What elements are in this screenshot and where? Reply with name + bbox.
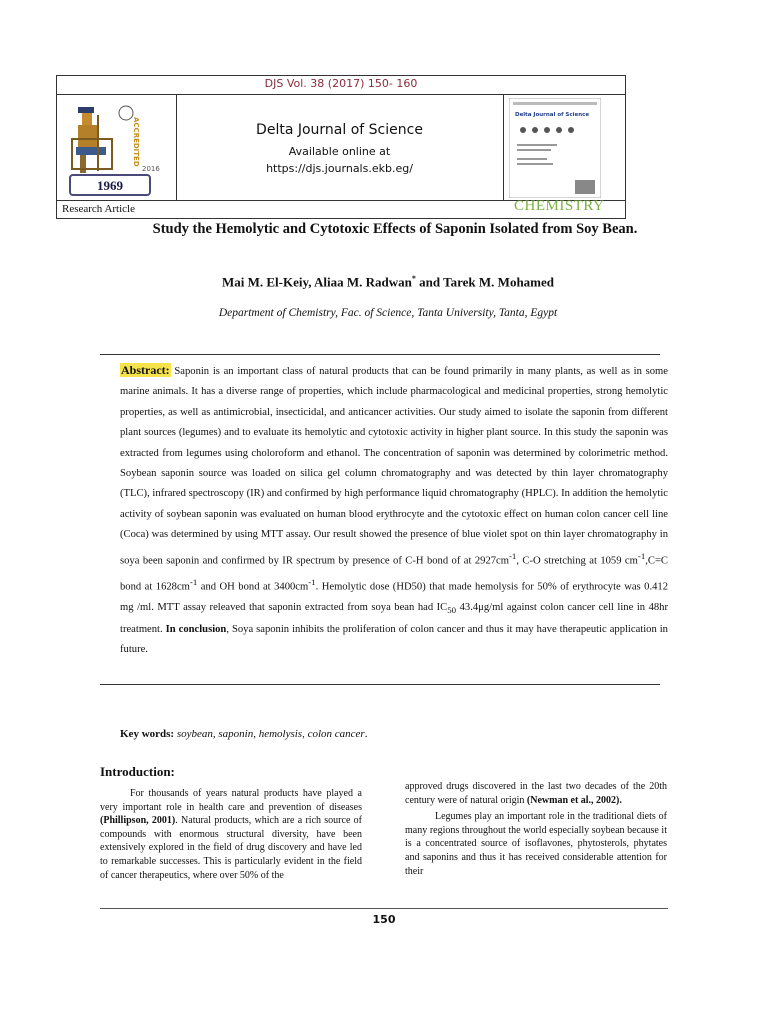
authors-tail: and Tarek M. Mohamed [415, 274, 555, 290]
intro-citation: (Newman et al., 2002). [526, 794, 622, 806]
abstract-text: . Hemolytic dose (HD50) that made hemolysis for 50% of erythrocyte was 0.412 mg /ml. MTT assay releaved that saponin extracted from soya bean had IC [120, 581, 668, 613]
abstract [120, 360, 668, 661]
introduction-heading: Introduction: [100, 764, 175, 779]
cover-title: Delta Journal of Science [515, 112, 590, 118]
journal-volume: DJS Vol. 38 (2017) 150- 160 [264, 77, 418, 90]
abstract-sup: -1 [189, 576, 198, 587]
logo-figure-legs [80, 155, 86, 173]
intro-citation: (Phillipson, 2001) [100, 815, 176, 827]
corresponding-author-mark: * [411, 274, 416, 283]
intro-paragraph: Legumes play an important role in the traditional diets of many regions throughout the world especially soybean because it is a concentrated source of isoflavones, phytosterols, phytates and saponins and thus it has received considerable attention for their [405, 811, 667, 877]
intro-text: For thousands of years natural products have played a very important role in health care and prevention of diseases [100, 788, 362, 813]
keywords-value: soybean, saponin, hemolysis, colon cancer [174, 728, 365, 740]
abstract-rule-top [100, 354, 660, 355]
abstract-text: and OH bond at 3400cm [197, 581, 309, 593]
abstract-text: ,C=C bond at 1628cm [120, 555, 668, 593]
logo-accredited-text: ACCREDITED [132, 117, 140, 167]
cover-top-strip [513, 102, 597, 105]
footer-rule [100, 908, 668, 909]
intro-paragraph [405, 780, 667, 807]
available-online-label: Available online at [288, 145, 391, 158]
abstract-sup: -1 [508, 550, 517, 561]
logo-figure-headdress [78, 107, 94, 113]
cover-text-line [517, 163, 553, 165]
cover-text-line [517, 158, 547, 160]
abstract-text: 43.4μg/ml against colon cancer cell line in 48hr treatment. [120, 601, 669, 636]
abstract-text: Saponin is an important class of natural products that can be found primarily in many plants, as well as in some marine animals. It has a diverse range of properties, which include pharmacological and medicinal properties, strong hemolytic properties, as well as antimicrobial, insecticidal, and anticancer activities. Our study aimed to isolate the saponin from different plant sources (legumes) and to evaluate its hemolytic and cytotoxic activity in higher plant source. In this study the saponin was extracted from legumes using choloroform and ethanol. The concentration of saponin was determined by colorimetric method. Soybean saponin source was loaded on silica gel column chromatography and was detected by thin layer chromatography (TLC), infrared spectroscopy (IR) and confirmed by high performance liquid chromatography (HPLC). In addition the hemolytic activity of soybean saponin was evaluated on human blood erythrocyte and the cytotoxic effect on human colon cancer cell line (Coca) was determined by using MTT assay. Our result showed the presence of blue violet spot on thin layer chromatography in soya been saponin and confirmed by IR spectrum by presence of C-H bond of at 2927cm [120, 366, 668, 567]
logo-year: 1969 [97, 178, 123, 193]
intro-text: . Natural products, which are a rich source of compounds with enormous structural diversity, have been extensively explored in the field of drug discovery and have led to remarkable successes. This is particularly evident in the field of cancer therapeutics, where over 50% of the [100, 815, 362, 881]
abstract-sup: -1 [637, 550, 646, 561]
keywords [120, 728, 367, 740]
logo-seal-year: 2016 [142, 165, 160, 173]
logo-figure-body [78, 125, 98, 147]
abstract-text: , C-O stretching at 1059 cm [516, 555, 638, 567]
intro-column-right [405, 780, 667, 878]
article-category: CHEMISTRY [514, 198, 605, 214]
keywords-label: Key words: [120, 728, 175, 740]
abstract-text: , Soya saponin inhibits the proliferation of colon cancer and thus it may have therapeutic application in future. [120, 624, 668, 656]
journal-cover-thumbnail [509, 98, 601, 198]
article-type: Research Article [62, 203, 135, 215]
journal-name: Delta Journal of Science [256, 122, 423, 138]
authors-main: Mai M. El-Keiy, Aliaa M. Radwan [221, 274, 412, 290]
abstract-sup: -1 [308, 576, 316, 587]
journal-url[interactable]: https://djs.journals.ekb.eg/ [266, 162, 413, 175]
abstract-sub: 50 [447, 604, 457, 615]
keywords-end: . [364, 728, 368, 740]
abstract-rule-bottom [100, 684, 660, 685]
abstract-conclusion-label: In conclusion [165, 624, 227, 636]
cover-text-line [517, 144, 557, 146]
header-divider-right [503, 94, 504, 200]
abstract-label: Abstract: [121, 363, 170, 377]
paper-affiliation: Department of Chemistry, Fac. of Science, Tanta University, Tanta, Egypt [218, 307, 558, 319]
intro-column-left [100, 787, 362, 882]
cover-badge [575, 180, 595, 194]
logo-seal-icon [119, 106, 133, 120]
journal-logo [64, 95, 172, 199]
paper-authors [120, 274, 656, 290]
paper-title: Study the Hemolytic and Cytotoxic Effects of Saponin Isolated from Soy Bean. [152, 221, 638, 237]
cover-text-line [517, 149, 551, 151]
logo-figure-lap [76, 147, 106, 155]
intro-text: approved drugs discovered in the last two decades of the 20th century were of natural origin [405, 781, 667, 806]
page-number: 150 [372, 913, 396, 926]
